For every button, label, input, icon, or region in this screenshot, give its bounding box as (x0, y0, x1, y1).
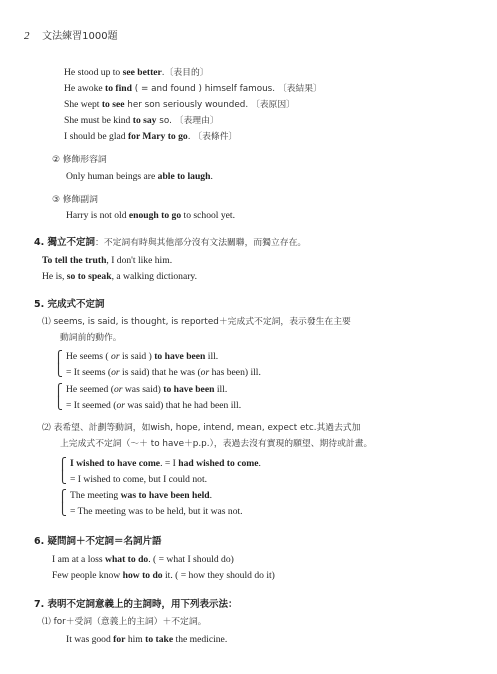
example-text: . ( = what I should do) (148, 554, 234, 565)
example-text: I should be glad (64, 131, 128, 142)
rule-text: ⑵ 表希望、計劃等動詞，如wish, hope, intend, mean, expect etc.其過去式加 (42, 423, 361, 433)
example-italic: or (111, 351, 120, 362)
example-tag: .〔表目的〕 (161, 68, 209, 78)
example-bold: how to do (122, 570, 163, 581)
example-italic: or (111, 367, 120, 378)
example-tag: her son seriously wounded. 〔表原因〕 (124, 100, 295, 110)
brace: ⎧ (58, 489, 67, 503)
example-text: I am at a loss (52, 554, 106, 565)
example-italic: or (200, 367, 210, 378)
example-bold: to have been (154, 351, 206, 362)
section-title: 4. 獨立不定詞 (34, 237, 96, 248)
example-line (64, 66, 209, 80)
example-line: = The meeting was to be held, but it was not. (70, 506, 243, 517)
example-line (66, 209, 235, 222)
example-text: ill. (205, 351, 219, 362)
example-text: the medicine. (173, 634, 228, 645)
example-italic: or (113, 384, 123, 395)
example-line: = I wished to come, but I could not. (70, 474, 208, 485)
example-italic: or (116, 400, 125, 411)
example-line (66, 633, 227, 646)
example-tag: . 〔表條件〕 (187, 132, 238, 142)
section-title: 7. 表明不定詞意義上的主詞時，用下列表示法： (34, 599, 238, 610)
example-text: . (210, 171, 213, 182)
brace: ⎩ (54, 396, 63, 410)
example-line (42, 254, 172, 267)
example-text: The meeting (70, 490, 121, 501)
example-text: ill. (214, 384, 228, 395)
example-bold: To tell the truth (42, 255, 107, 266)
example-bold: able to laugh (157, 171, 211, 182)
example-line (52, 553, 234, 566)
example-text: He awoke (64, 83, 106, 94)
example-bold: was to have been held (120, 490, 210, 501)
book-title: 文法練習1000題 (42, 31, 118, 42)
example-bold: for (113, 634, 126, 645)
example-text: . (209, 490, 213, 501)
example-text: He seems ( (66, 351, 112, 362)
example-bold: enough to go (128, 210, 182, 221)
brace: ⎧ (58, 457, 67, 471)
example-line (66, 399, 241, 412)
example-line (64, 98, 295, 112)
rule-text: 上完成式不定詞（～＋ to have＋p.p.），表過去沒有實現的願望、期待或計畫。 (60, 439, 373, 449)
brace: ⎩ (58, 502, 67, 516)
example-text: is said ) (119, 351, 155, 362)
example-bold: to say (132, 115, 157, 126)
example-text: He seemed ( (66, 384, 114, 395)
example-line (70, 457, 261, 470)
example-text: , a walking dictionary. (111, 271, 197, 282)
example-text: . (258, 458, 261, 469)
example-text: She wept (64, 99, 102, 110)
section-title: 5. 完成式不定詞 (34, 299, 105, 310)
example-bold: for Mary to go (127, 131, 188, 142)
example-line (66, 366, 261, 379)
example-line (42, 270, 197, 283)
example-text: was said) that he had been ill. (124, 400, 242, 411)
example-bold: to find (105, 83, 132, 94)
example-text: was said) (122, 384, 164, 395)
section-heading (34, 236, 306, 250)
example-text: She must be kind (64, 115, 133, 126)
example-line (64, 82, 322, 96)
example-text: to school yet. (181, 210, 235, 221)
example-line (52, 569, 275, 582)
example-bold: see better (122, 67, 162, 78)
example-tag: ( = and found ) himself famous. 〔表結果〕 (131, 84, 322, 94)
page-number: 2 (24, 30, 30, 42)
subsection-label: ③ 修飾副詞 (52, 195, 98, 205)
example-text: is said) that he was ( (119, 367, 201, 378)
section-desc: ：不定詞有時與其他部分沒有文法關聯，而獨立存在。 (95, 238, 307, 248)
example-text: . = I (160, 458, 179, 469)
example-line (64, 130, 237, 144)
section-title: 6. 疑問詞＋不定詞＝名詞片語 (34, 536, 162, 547)
example-bold: so to speak (66, 271, 112, 282)
example-text: = It seemed ( (66, 400, 117, 411)
example-line (66, 350, 218, 363)
brace: ⎩ (54, 363, 63, 377)
rule-text: ⑴ seems, is said, is thought, is reported＋完成式不定詞，表示發生在主要 (42, 317, 351, 327)
brace: ⎧ (54, 383, 63, 397)
subsection-label: ② 修飾形容詞 (52, 155, 107, 165)
rule-text: ⑴ for＋受詞（意義上的主詞）＋不定詞。 (42, 617, 207, 627)
example-bold: to have been (163, 384, 215, 395)
example-text: It was good (66, 634, 114, 645)
example-text: has been) ill. (209, 367, 261, 378)
example-text: Only human beings are (66, 171, 158, 182)
example-bold: I wished to have come (70, 458, 161, 469)
example-line (66, 170, 213, 183)
example-tag: so. 〔表理由〕 (156, 116, 219, 126)
example-line (70, 489, 212, 502)
example-text: He is, (42, 271, 67, 282)
brace: ⎧ (54, 350, 63, 364)
example-text: Harry is not old (66, 210, 129, 221)
rule-text: 動詞前的動作。 (60, 333, 122, 343)
brace: ⎩ (58, 470, 67, 484)
example-bold: to take (145, 634, 174, 645)
example-line (66, 383, 227, 396)
example-text: He stood up to (64, 67, 123, 78)
example-line (64, 114, 219, 128)
example-text: him (125, 634, 146, 645)
example-text: , I don't like him. (106, 255, 173, 266)
example-bold: what to do (105, 554, 149, 565)
example-text: it. ( = how they should do it) (162, 570, 275, 581)
example-bold: had wished to come (178, 458, 259, 469)
example-bold: to see (101, 99, 125, 110)
example-text: = It seems ( (66, 367, 112, 378)
page-header (24, 30, 118, 43)
example-text: Few people know (52, 570, 123, 581)
